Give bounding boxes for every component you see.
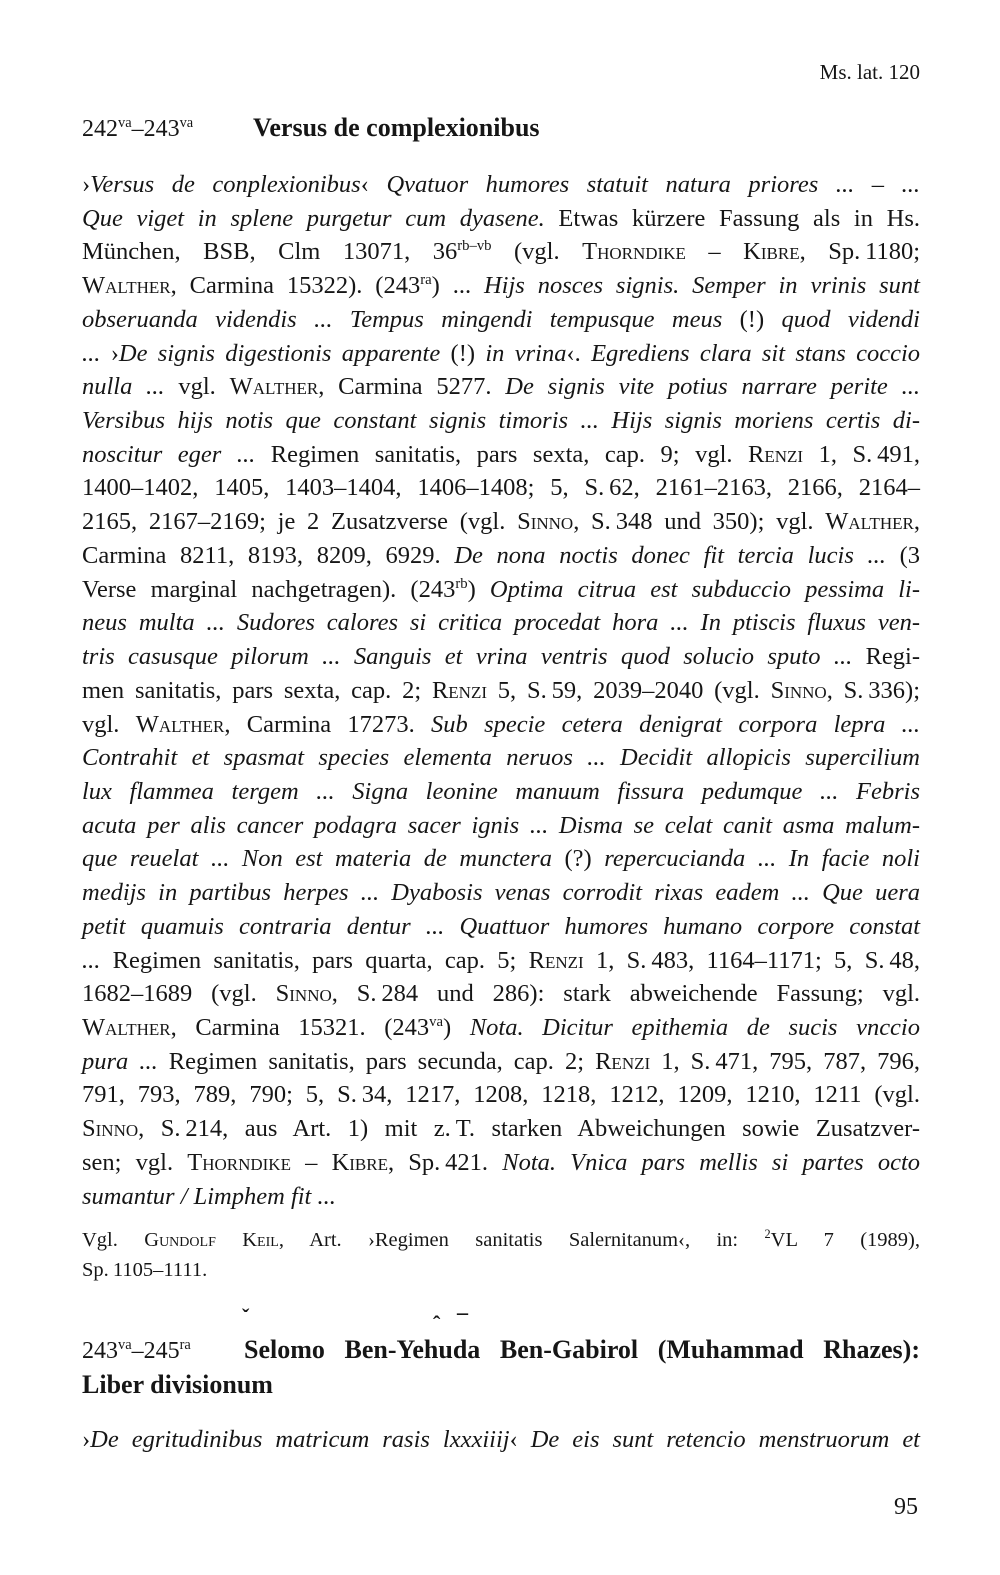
entry-title: Versus de complexionibus [253,113,540,142]
diacritic-mark: ¯ [457,1310,468,1335]
small-caps-run: Kibre [743,238,800,266]
text-run: 5, S. 59, 2039–2040 (vgl. [487,676,771,704]
italic-run: sumantur / Limphem fit ... [82,1182,336,1210]
italic-run: ... [82,946,101,974]
italic-run: que reuelat ... Non est materia de munctera [82,845,552,873]
text-run: – [290,1148,332,1176]
italic-run: Egrediens clara sit stans coccio [591,339,921,367]
italic-run: acuta per alis cancer podagra sacer ignis ... Disma se celat canit asma malum- [82,811,920,839]
text-run: Etwas kürzere Fassung als in Hs. [544,204,920,232]
italic-run: quod videndi [781,305,920,333]
text-line [82,168,920,202]
text-run: 1682–1689 (vgl. [82,980,276,1008]
entry-heading [82,112,920,148]
heading-line [82,1332,920,1367]
superscript-run: va [429,1013,444,1030]
italic-run: lux flammea tergem ... Signa leonine manuum fissura pedumque ... Febris [82,777,920,805]
italic-run: Que viget in splene purgetur cum dyasene. [82,204,545,232]
text-run: › [82,1426,91,1453]
text-run: ‹ [360,171,387,198]
superscript-run: va [118,115,132,131]
italic-run: Nota. Vnica pars mellis si partes octo [502,1148,921,1176]
text-line [82,842,920,876]
text-run: , S. 348 und 350); vgl. [573,508,826,536]
italic-run: Versibus hijs notis que constant signis timoris ... Hijs signis moriens certis di- [82,407,920,435]
text-line [82,606,920,640]
diacritic-mark: ˆ [433,1311,441,1336]
text-line [82,337,920,371]
small-caps-run: Walther [82,272,171,300]
text-run: (?) [551,845,605,873]
text-run: › [82,171,91,198]
small-caps-run: Sinno [275,980,332,1008]
text-line [82,471,920,505]
text-line [82,1011,920,1045]
page-number: 95 [894,1494,918,1520]
superscript-run: va [118,1337,132,1353]
italic-run: medijs in partibus herpes ... Dyabosis venas corrodit rixas eadem ... Que uera [82,879,920,907]
italic-run: Optima citrua est subduccio pessima li- [489,575,920,603]
text-run: Regimen sanitatis, pars quarta, cap. 5; [100,946,529,974]
text-run: , Art. ›Regimen sanitatis Salernitanum‹, in: [278,1229,765,1251]
italic-run: De eis sunt retencio menstruorum et [530,1426,920,1453]
small-caps-run: Renzi [748,440,804,468]
diacritic-mark: ˇ [242,1304,250,1329]
text-line [82,674,920,708]
text-line [82,1078,920,1112]
text-line [82,944,920,978]
text-line [82,1255,920,1285]
text-line [82,809,920,843]
text-run: , Carmina 15322). (243 [170,272,421,300]
text-run: men sanitatis, pars sexta, cap. 2; [82,676,432,704]
italic-run: tris casusque pilorum ... Sanguis et vrina ventris quod solucio sputo ... [82,643,853,671]
superscript-run: rb [455,575,468,592]
text-run: vgl. [164,373,230,401]
italic-run: nulla ... [82,373,165,401]
italic-run: De signis digestionis apparente [118,339,441,367]
italic-run: Qvatuor humores statuit natura priores ... – ... [386,171,920,198]
entry-title: Selomo Ben-Yehuda Ben-Gabirol (Muhammad Rhazes): [244,1335,920,1364]
superscript-run: ra [420,272,432,288]
text-run: 791, 793, 789, 790; 5, S. 34, 1217, 1208, 1218, 1212, 1209, 1210, 1211 (vgl. [82,1081,920,1109]
small-caps-run: Thorndike [187,1148,291,1176]
shelfmark-running-head: Ms. lat. 120 [819,60,920,84]
text-line [82,438,920,472]
entry-description [82,1423,920,1457]
small-caps-run: Renzi [431,676,487,704]
text-run: (3 [885,541,920,569]
text-run: , S. 214, aus Art. 1) mit z. T. starken Abweichungen sowie Zusatzver- [138,1115,920,1143]
italic-run: in vrina [485,339,567,367]
text-run: 1, S. 483, 1164–1171; 5, S. 48, [583,946,920,974]
italic-run: Nota. Dicitur epithemia de sucis vnccio [469,1013,920,1041]
text-line [82,775,920,809]
text-run: 2165, 2167–2169; je 2 Zusatzverse (vgl. [82,508,518,536]
text-run: sen; vgl. [82,1148,188,1176]
italic-run: Sub specie cetera denigrat corpora lepra ... [431,710,920,738]
italic-run: neus multa ... Sudores calores si critica procedat hora ... In ptiscis fluxus ven- [82,609,920,637]
text-run: , [913,508,921,536]
italic-run: De nona noctis donec fit tercia lucis ... [454,541,886,569]
text-run: Regi- [852,643,920,671]
text-line [82,539,920,573]
text-line [82,1146,920,1180]
text-run: 242 [82,116,118,142]
entry-description [82,168,920,1213]
text-run: 1, S. 471, 795, 787, 796, [650,1047,921,1075]
text-run: –243 [131,116,180,142]
text-line [82,202,920,236]
text-line [82,640,920,674]
italic-run: noscitur eger ... [82,440,256,468]
text-run: ) [467,575,490,603]
italic-run: De egritudinibus matricum rasis lxxxiiij [90,1426,510,1453]
text-line [82,573,920,607]
text-run: (vgl. [491,238,583,266]
text-run: , S. 284 und 286): stark abweichende Fassung; vgl. [331,980,920,1008]
text-line [82,303,920,337]
text-line [82,1180,920,1214]
text-run: , Sp. 1180; [799,238,921,266]
text-line [82,370,920,404]
text-run: –245 [131,1338,180,1364]
small-caps-run: Walther [229,373,319,401]
text-run: München, BSB, Clm 13071, 36 [82,238,458,266]
text-line [82,910,920,944]
small-caps-run: Walther [82,1013,171,1041]
text-line [82,876,920,910]
text-run: (!) [722,305,782,333]
text-run: Regimen sanitatis, pars sexta, cap. 9; vgl. [255,440,749,468]
text-run: , Carmina 15321. (243 [170,1013,430,1041]
entry-subtitle: Liber divisionum [82,1370,273,1399]
text-run: Sp. 1105–1111. [82,1259,208,1281]
small-caps-run: Walther [825,508,914,536]
text-run: › [110,339,119,367]
italic-run: Hijs nosces signis. Semper in vrinis sunt [483,272,920,300]
small-caps-run: Renzi [595,1047,651,1075]
text-line [82,235,920,269]
italic-run: Versus de conplexionibus [90,171,361,198]
text-run: , S. 336); [826,676,920,704]
text-run: vgl. [82,710,136,738]
text-line [82,1112,920,1146]
literature-note [82,1225,920,1285]
heading-line [82,1367,920,1402]
text-line [82,977,920,1011]
text-line [82,1423,920,1457]
superscript-run: va [179,115,194,131]
text-run: – [685,238,744,266]
italic-run: repercucianda ... In facie noli [604,845,920,873]
text-run: , Carmina 5277. [318,373,506,401]
text-line [82,505,920,539]
text-run: , Carmina 17273. [224,710,432,738]
small-caps-run: Renzi [528,946,584,974]
text-line [82,741,920,775]
text-run: Verse marginal nachgetragen). (243 [82,575,456,603]
text-line [82,708,920,742]
small-caps-run: Sinno [770,676,827,704]
italic-run: ... [82,339,111,367]
text-run: ‹. [566,339,592,367]
italic-run: petit quamuis contraria dentur ... Quattuor humores humano corpore constat [82,912,920,940]
superscript-run: 2 [764,1227,771,1242]
text-run: ‹ [509,1426,531,1453]
italic-run: Contrahit et spasmat species elementa neruos ... Decidit allopicis supercilium [82,744,920,772]
small-caps-run: Gundolf Keil [144,1229,279,1251]
text-run: 1, S. 491, [803,440,921,468]
text-line [82,1225,920,1255]
text-run: (!) [440,339,486,367]
italic-run: obseruanda videndis ... Tempus mingendi tempusque meus [82,305,723,333]
small-caps-run: Kibre [331,1148,388,1176]
entry-heading [82,1332,920,1402]
small-caps-run: Sinno [82,1115,139,1143]
text-line [82,1045,920,1079]
text-run: VL 7 (1989), [770,1229,921,1251]
italic-run: De signis vite potius narrare perite ... [505,373,920,401]
folio-range [82,1334,244,1369]
small-caps-run: Sinno [517,508,574,536]
text-run: 1400–1402, 1405, 1403–1404, 1406–1408; 5, S. 62, 2161–2163, 2166, 2164– [82,474,920,502]
text-line [82,404,920,438]
superscript-run: rb–vb [457,238,492,255]
small-caps-run: Walther [135,710,225,738]
text-run: ) [443,1013,470,1041]
text-run: 243 [82,1338,118,1364]
text-run: , Sp. 421. [387,1148,503,1176]
folio-range [82,113,253,145]
text-line [82,269,920,303]
text-run: Regimen sanitatis, pars secunda, cap. 2; [157,1047,596,1075]
small-caps-run: Thorndike [582,238,686,266]
text-run: Carmina 8211, 8193, 8209, 6929. [82,541,455,569]
text-run: Vgl. [82,1229,145,1251]
superscript-run: ra [179,1337,191,1353]
text-run: ) ... [431,272,484,300]
italic-run: pura ... [82,1047,158,1075]
